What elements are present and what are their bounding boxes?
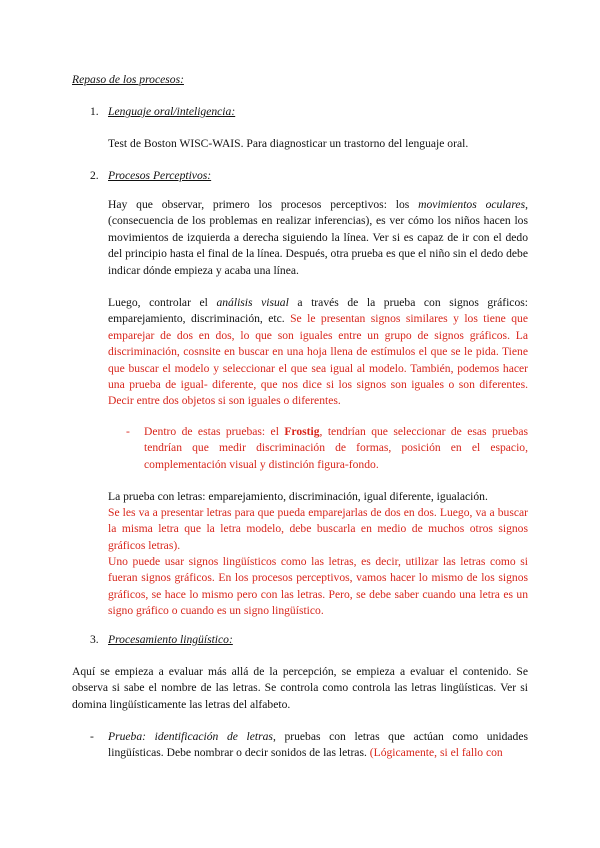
paragraph: Test de Boston WISC-WAIS. Para diagnosticar un trastorno del lenguaje oral. [108, 137, 469, 150]
section-1-header [90, 104, 236, 120]
bullet-letter-identification [108, 729, 528, 762]
section-3-header [90, 632, 233, 648]
section-title: Procesamiento lingüístico: [108, 633, 233, 646]
bullet-frostig [144, 424, 528, 473]
text-run: a través de la prueba con signos gráficos: emparejamiento, discriminación, etc. [108, 296, 528, 326]
section-2-header [90, 168, 212, 184]
paragraph-letters-test: La prueba con letras: emparejamiento, discriminación, igual diferente, igualación. [108, 490, 488, 503]
paragraph-linguistic-processing: Aquí se empieza a evaluar más allá de la percepción, se empieza a evaluar el contenido. Se observa si sabe el nombre de las letras. Se controla como controla las letras lingüísticas. Ver si domina lingüísticamente las letras del alfabeto. [72, 665, 528, 711]
text-run: Hay que observar, primero los procesos perceptivos: los [108, 198, 419, 211]
text-run: Luego, controlar el [108, 296, 217, 309]
text-run: , (consecuencia de los problemas en realizar inferencias), es ver cómo los niños hacen los movimientos de izquierda a derecha siguiendo la línea. Ver si es capaz de ir con el dedo del principio hasta el final de la línea. Después, otra prueba es que el niño sin el dedo debe indicar dónde empieza y acaba una línea. [108, 198, 528, 277]
document-heading: Repaso de los procesos: [72, 73, 184, 86]
text-run-italic: Prueba: identificación de letras [108, 730, 273, 743]
text-run: , pruebas con letras que actúan como unidades lingüísticas. Debe nombrar o decir sonidos de las letras. [108, 730, 528, 760]
section-title: Procesos Perceptivos: [108, 169, 212, 182]
paragraph-eye-movements [108, 197, 528, 279]
paragraph-letters-pairing: Se les va a presentar letras para que pueda emparejarlas de dos en dos. Luego, va a buscar la misma letra que la letra modelo, debe buscarla en medio de muchos otros signos gráficos letras). [108, 506, 528, 552]
text-run: , tendrían que seleccionar de esas pruebas tendrían que medir discriminación de formas, posición en el espacio, complementación visual y distinción figura-fondo. [144, 425, 528, 471]
dash-marker: - [126, 425, 130, 438]
section-number: 2. [90, 169, 99, 182]
text-run-italic: análisis visual [216, 296, 289, 309]
section-number: 1. [90, 105, 99, 118]
paragraph-linguistic-signs: Uno puede usar signos lingüísticos como las letras, es decir, utilizar las letras como si fueran signos gráficos. En los procesos perceptivos, vamos hacer lo mismo de los signos gráficos, se hace lo mismo pero con las letras. Pero, se debe saber cuando una letra es un signo gráfico o cuando es un signo lingüístico. [108, 555, 528, 618]
bullet-marker [126, 424, 130, 440]
dash-marker: - [90, 730, 94, 743]
text-run-bold: Frostig [284, 425, 320, 438]
text-run-italic: movimientos oculares [418, 198, 526, 211]
section-number: 3. [90, 633, 99, 646]
text-run-red: Se le presentan signos similares y los tiene que emparejar de dos en dos, lo que son iguales entre un grupo de signos gráficos. La discriminación, cosnsite en buscar en una hoja llena de estímulos el que se le pida. Tiene que buscar el modelo y seleccionar el que sea igual al modelo. También, podemos hacer una prueba de igual- diferente, que nos dice si los signos son iguales o son diferentes. Decir entre dos objetos si son iguales o diferentes. [108, 312, 528, 408]
paragraph-visual-analysis [108, 295, 528, 410]
text-run: Dentro de estas pruebas: el [144, 425, 285, 438]
text-run-red: (Lógicamente, si el fallo con [369, 746, 503, 760]
bullet-marker [90, 729, 94, 745]
section-title: Lenguaje oral/inteligencia: [108, 105, 236, 118]
